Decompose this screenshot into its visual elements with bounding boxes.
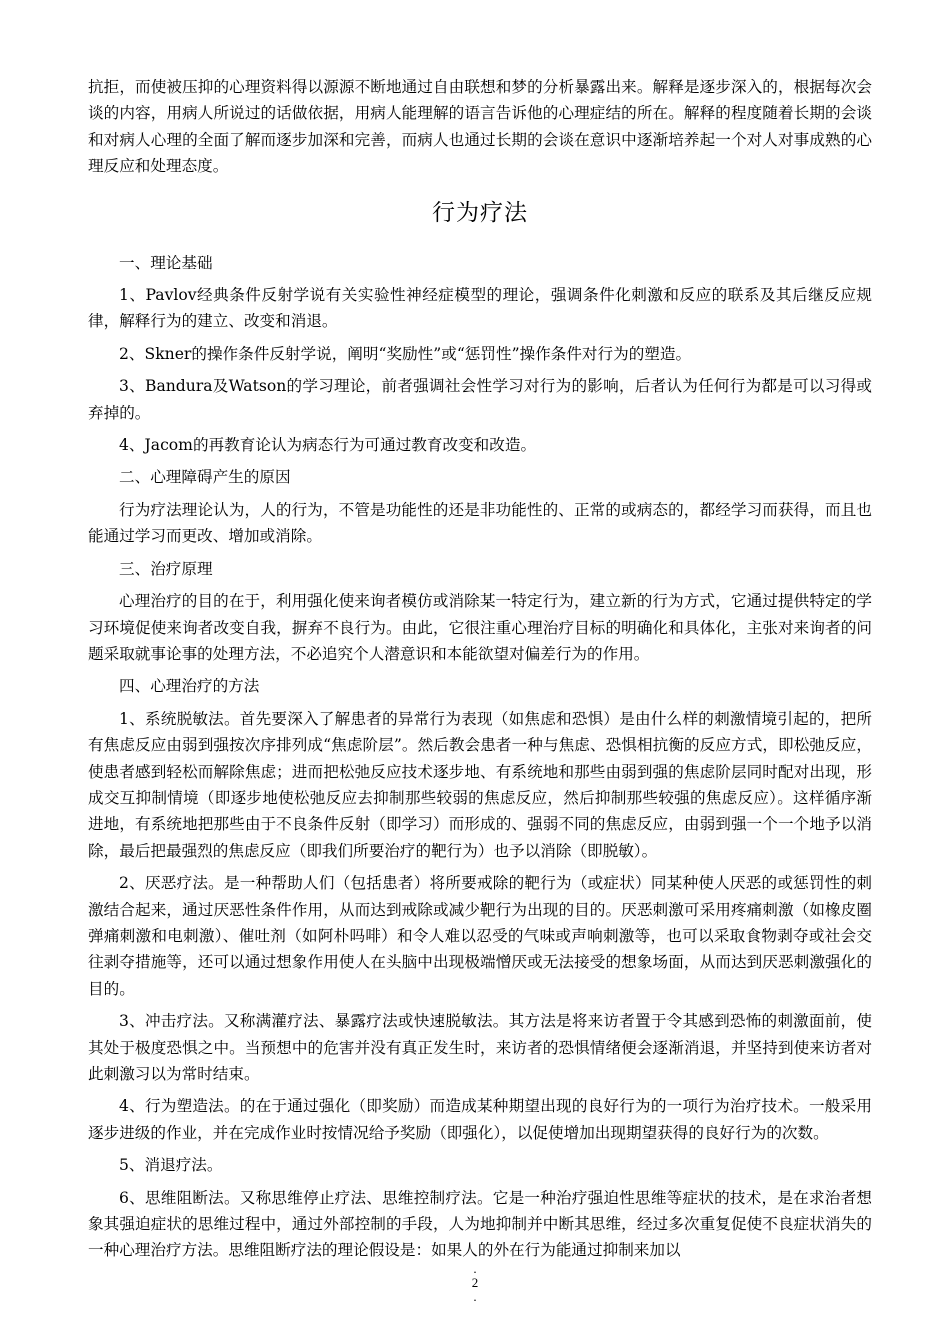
- intro-paragraph: 抗拒，而使被压抑的心理资料得以源源不断地通过自由联想和梦的分析暴露出来。解释是逐步深入的，根据每次会谈的内容，用病人所说过的话做依据，用病人能理解的语言告诉他的心理症结的所在。解释的程度随着长期的会谈和对病人心理的全面了解而逐步加深和完善，而病人也通过长期的会谈在意识中逐渐培养起一个对人对事成熟的心理反应和处理态度。: [88, 78, 872, 176]
- heading-methods: 四、心理治疗的方法: [119, 677, 260, 696]
- page-number: 2: [471, 1275, 479, 1290]
- paragraph-pavlov: 1、Pavlov经典条件反射学说有关实验性神经症模型的理论，强调条件化刺激和反应的联系及其后继反应规律，解释行为的建立、改变和消退。: [88, 286, 872, 331]
- page-footer: [0, 1262, 950, 1304]
- paragraph-skner: 2、Skner的操作条件反射学说，阐明“奖励性”或“惩罚性”操作条件对行为的塑造。: [119, 344, 692, 363]
- paragraph-systematic-desensitization: 1、系统脱敏法。首先要深入了解患者的异常行为表现（如焦虑和恐惧）是由什么样的刺激情境引起的，把所有焦虑反应由弱到强按次序排列成“焦虑阶层”。然后教会患者一种与焦虑、恐惧相抗衡的反应方式，即松弛反应，使患者感到轻松而解除焦虑；进而把松弛反应技术逐步地、有系统地和那些由弱到强的焦虑阶层同时配对出现，形成交互抑制情境（即逐步地使松弛反应去抑制那些较弱的焦虑反应，然后抑制那些较强的焦虑反应）。这样循序渐进地，有系统地把那些由于不良条件反射（即学习）而形成的、强弱不同的焦虑反应，由弱到强一个一个地予以消除，最后把最强烈的焦虑反应（即我们所要治疗的靶行为）也予以消除（即脱敏）。: [88, 709, 872, 860]
- paragraph-bandura-watson: 3、Bandura及Watson的学习理论，前者强调社会性学习对行为的影响，后者认为任何行为都是可以习得或弃掉的。: [88, 377, 872, 422]
- heading-theory-basis: 一、理论基础: [119, 253, 213, 272]
- section-title: 行为疗法: [432, 199, 528, 226]
- paragraph-extinction: 5、消退疗法。: [119, 1156, 223, 1175]
- heading-principles: 三、治疗原理: [119, 559, 213, 578]
- footer-dot-bottom: .: [473, 1289, 477, 1304]
- paragraph-principles: 心理治疗的目的在于，利用强化使来询者模仿或消除某一特定行为，建立新的行为方式，它通过提供特定的学习环境促使来询者改变自我，摒弃不良行为。由此，它很注重心理治疗目标的明确化和具体化，主张对来询者的问题采取就事论事的处理方法，不必追究个人潜意识和本能欲望对偏差行为的作用。: [88, 592, 872, 663]
- paragraph-flooding-therapy: 3、冲击疗法。又称满灌疗法、暴露疗法或快速脱敏法。其方法是将来访者置于令其感到恐怖的刺激面前，使其处于极度恐惧之中。当预想中的危害并没有真正发生时，来访者的恐惧情绪便会逐渐消退，并坚持到使来访者对此刺激习以为常时结束。: [88, 1012, 872, 1083]
- paragraph-causes: 行为疗法理论认为，人的行为，不管是功能性的还是非功能性的、正常的或病态的，都经学习而获得，而且也能通过学习而更改、增加或消除。: [88, 500, 872, 546]
- paragraph-behavior-shaping: 4、行为塑造法。的在于通过强化（即奖励）而造成某种期望出现的良好行为的一项行为治疗技术。一般采用逐步进级的作业，并在完成作业时按情况给予奖励（即强化），以促使增加出现期望获得的良好行为的次数。: [88, 1097, 872, 1142]
- paragraph-aversion-therapy: 2、厌恶疗法。是一种帮助人们（包括患者）将所要戒除的靶行为（或症状）同某种使人厌恶的或惩罚性的刺激结合起来，通过厌恶性条件作用，从而达到戒除或减少靶行为出现的目的。厌恶刺激可采用疼痛刺激（如橡皮圈弹痛刺激和电刺激）、催吐剂（如阿朴吗啡）和令人难以忍受的气味或声响刺激等，也可以采取食物剥夺或社会交往剥夺措施等，还可以通过想象作用使人在头脑中出现极端憎厌或无法接受的想象场面，从而达到厌恶刺激强化的目的。: [88, 874, 872, 998]
- footer-dot-top: .: [473, 1261, 477, 1276]
- paragraph-thought-stopping: 6、思维阻断法。又称思维停止疗法、思维控制疗法。它是一种治疗强迫性思维等症状的技术，是在求治者想象其强迫症状的思维过程中，通过外部控制的手段，人为地抑制并中断其思维，经过多次重复促使不良症状消失的一种心理治疗方法。思维阻断疗法的理论假设是：如果人的外在行为能通过抑制来加以: [88, 1188, 872, 1260]
- paragraph-jacom: 4、Jacom的再教育论认为病态行为可通过教育改变和改造。: [119, 436, 537, 455]
- heading-causes: 二、心理障碍产生的原因: [119, 468, 291, 487]
- document-body: [88, 74, 872, 1270]
